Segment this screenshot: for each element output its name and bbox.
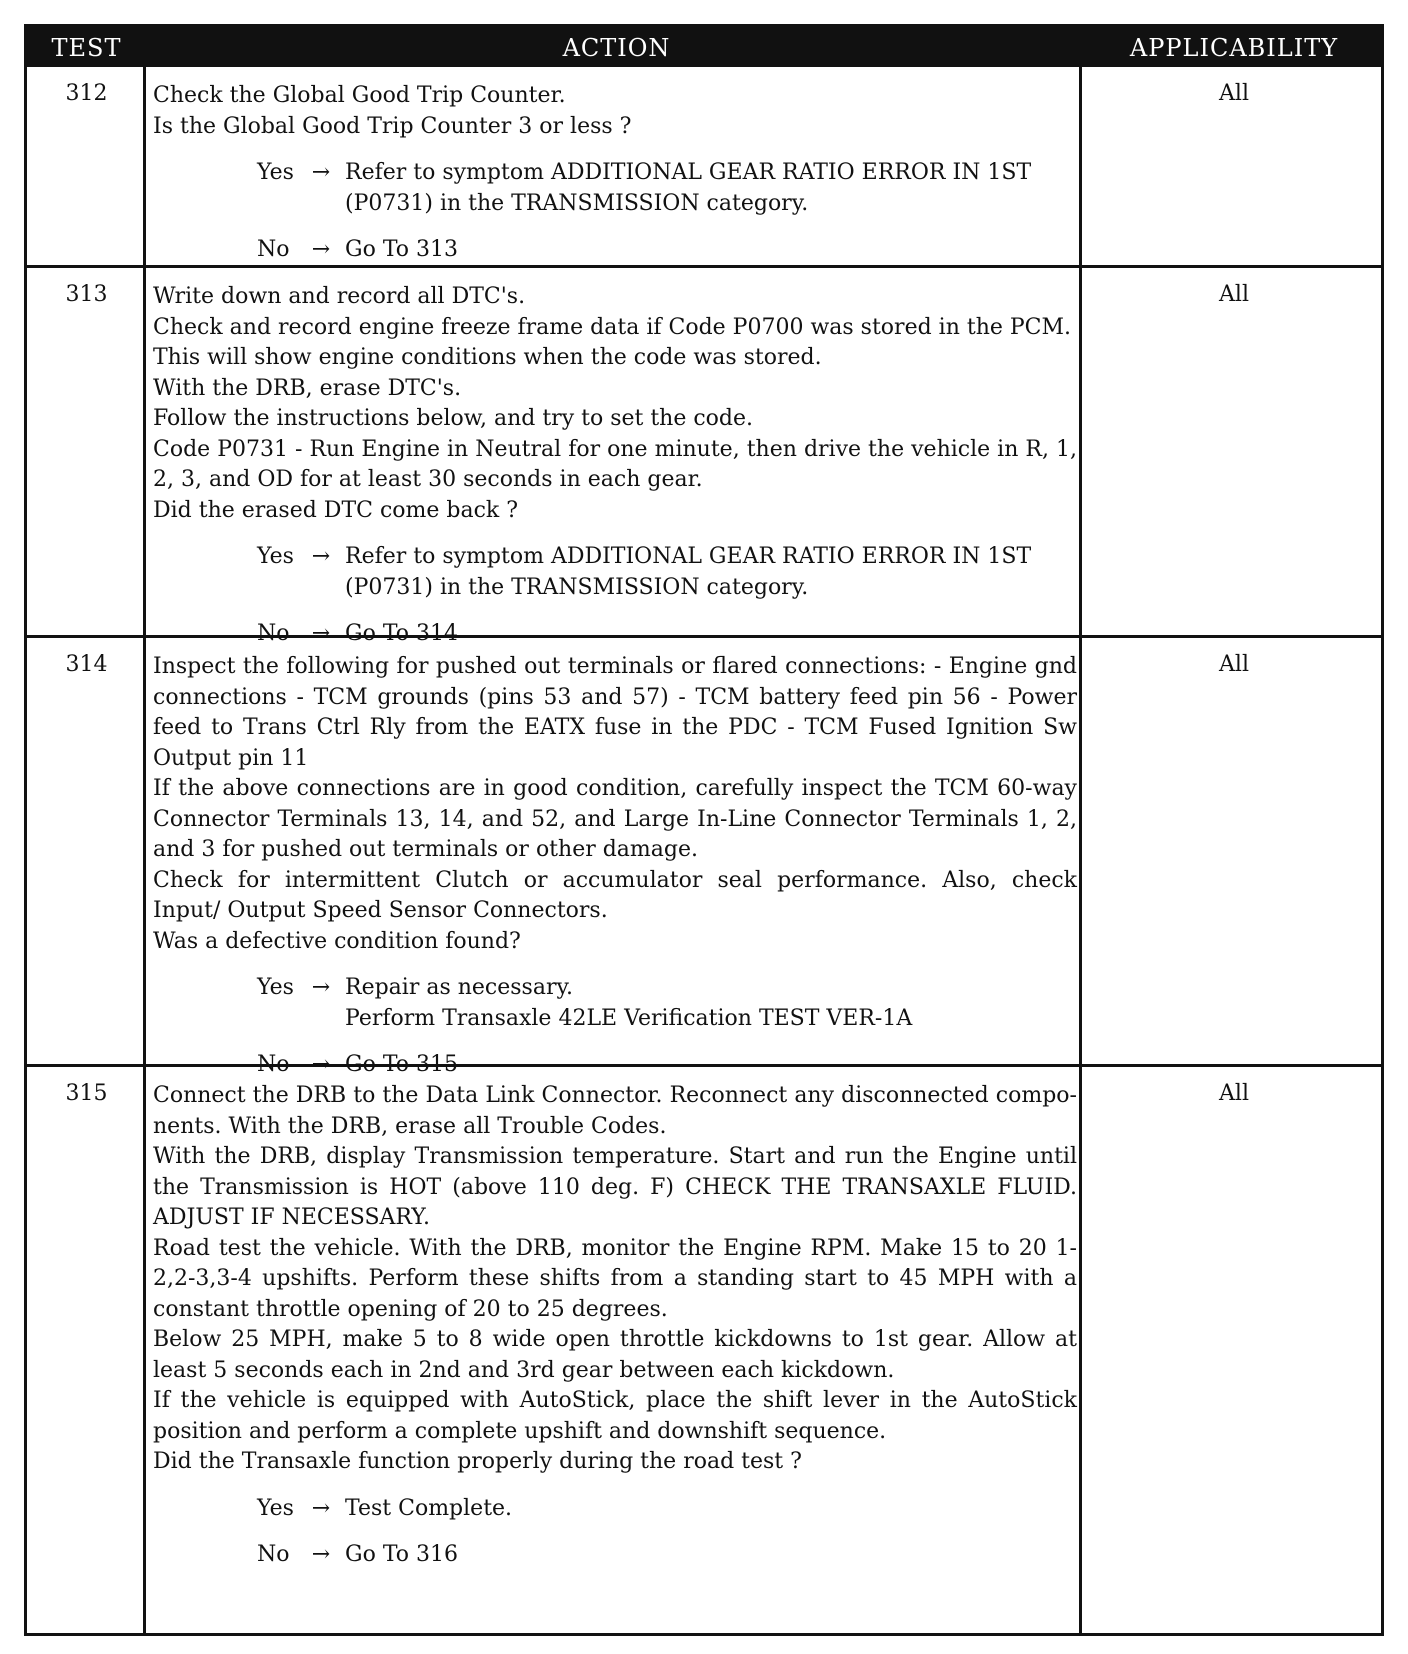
- yes-label: Yes: [257, 544, 294, 569]
- yes-label: Yes: [257, 975, 294, 1000]
- yes-answer: [153, 158, 1077, 219]
- yes-result: [345, 542, 1061, 603]
- applicability-cell: All: [1219, 1081, 1249, 1106]
- action-line: If the above connections are in good condition, carefully inspect the TCM 60-way Connector Terminals 13, 14, and 52, and Large In-Line Connector Terminals 1, 2, and 3 for pushed out terminals or other damage.: [153, 776, 1077, 862]
- action-line: Did the Transaxle function properly during the road test ?: [153, 1449, 802, 1474]
- no-result: [345, 235, 1061, 266]
- table-row: [27, 265, 1381, 646]
- yes-answer: [153, 973, 1077, 1034]
- header-applicability: APPLICABILITY: [1129, 34, 1339, 62]
- header-action: ACTION: [562, 34, 671, 62]
- action-cell: [153, 81, 1077, 266]
- action-line: Follow the instructions below, and try to set the code.: [153, 406, 754, 431]
- no-answer: [153, 235, 1077, 266]
- no-label: No: [257, 1542, 290, 1567]
- no-label: No: [257, 621, 290, 646]
- test-number: 313: [65, 282, 108, 307]
- applicability-cell: All: [1219, 652, 1249, 677]
- no-label: No: [257, 1052, 290, 1077]
- action-line: Check for intermittent Clutch or accumulator seal performance. Also, check Input/ Output Speed Sensor Connectors.: [153, 867, 1077, 923]
- yes-label: Yes: [257, 1495, 294, 1521]
- action-line: If the vehicle is equipped with AutoStick, place the shift lever in the AutoStick position and perform a complete upshift and downshift sequence.: [153, 1388, 1077, 1444]
- action-line: Road test the vehicle. With the DRB, monitor the Engine RPM. Make 15 to 20 1-2,2-3,3-4 upshifts. Perform these shifts from a standing start to 45 MPH with a constant throttle opening of 20 to 25 degrees.: [153, 1235, 1077, 1322]
- yes-label: Yes: [257, 160, 294, 185]
- arrow-icon: →: [311, 621, 331, 646]
- action-line: Was a defective condition found?: [153, 928, 521, 954]
- action-line: Below 25 MPH, make 5 to 8 wide open throttle kickdowns to 1st gear. Allow at least 5 seconds each in 2nd and 3rd gear between each kickdown.: [153, 1327, 1077, 1383]
- action-line: With the DRB, erase DTC's.: [153, 375, 462, 401]
- action-line: Inspect the following for pushed out terminals or flared connections: - Engine gnd connections - TCM grounds (pins 53 and 57) - TCM battery feed pin 56 - Power feed to Trans Ctrl Rly from the EATX fuse in the PDC - TCM Fused Ignition Sw Output pin 11: [153, 654, 1077, 771]
- action-line: Check the Global Good Trip Counter.: [153, 83, 566, 108]
- arrow-icon: →: [311, 237, 331, 262]
- yes-result-line: Test Complete.: [345, 1495, 513, 1521]
- arrow-icon: →: [311, 975, 331, 1000]
- action-line: Check and record engine freeze frame data if Code P0700 was stored in the PCM.: [153, 314, 1072, 340]
- arrow-icon: →: [311, 1495, 331, 1521]
- action-line: Code P0731 - Run Engine in Neutral for one minute, then drive the vehicle in R, 1, 2, 3, and OD for at least 30 seconds in each gear.: [153, 436, 1077, 492]
- yes-result-line: Refer to symptom ADDITIONAL GEAR RATIO ERROR IN 1ST (P0731) in the TRANSMISSION category.: [345, 544, 1032, 600]
- table-row: [27, 1064, 1381, 1639]
- no-result: [345, 1540, 1061, 1571]
- no-result-line: Go To 313: [345, 237, 459, 262]
- header-test: TEST: [51, 34, 122, 62]
- table-row: [27, 635, 1381, 1077]
- yes-result: [345, 158, 1061, 219]
- no-answer: [153, 1540, 1077, 1571]
- yes-answer: [153, 1494, 1077, 1525]
- action-cell: [153, 282, 1077, 650]
- action-line: Connect the DRB to the Data Link Connector. Reconnect any disconnected compo-nents. With the DRB, erase all Trouble Codes.: [153, 1083, 1077, 1139]
- yes-answer: [153, 542, 1077, 603]
- action-line: Did the erased DTC come back ?: [153, 497, 519, 523]
- table-row: [27, 67, 1381, 265]
- yes-result: [345, 1494, 1061, 1525]
- arrow-icon: →: [311, 1052, 331, 1077]
- test-number: 312: [65, 81, 108, 106]
- arrow-icon: →: [311, 544, 331, 569]
- yes-result-line: Repair as necessary.: [345, 975, 573, 1000]
- action-line: Is the Global Good Trip Counter 3 or less ?: [153, 113, 632, 139]
- action-line: This will show engine conditions when the code was stored.: [153, 345, 822, 370]
- no-result-line: Go To 316: [345, 1542, 459, 1567]
- action-line: Write down and record all DTC's.: [153, 284, 526, 309]
- arrow-icon: →: [311, 160, 331, 185]
- applicability-cell: All: [1219, 81, 1249, 106]
- applicability-cell: All: [1219, 282, 1249, 307]
- no-result-line: Go To 314: [345, 621, 459, 646]
- yes-result-line: Perform Transaxle 42LE Verification TEST VER-1A: [345, 1005, 913, 1031]
- arrow-icon: →: [311, 1542, 331, 1567]
- no-result-line: Go To 315: [345, 1052, 459, 1077]
- yes-result-line: Refer to symptom ADDITIONAL GEAR RATIO ERROR IN 1ST (P0731) in the TRANSMISSION category.: [345, 160, 1032, 216]
- action-cell: [153, 652, 1077, 1081]
- test-number: 315: [65, 1081, 108, 1106]
- no-label: No: [257, 237, 290, 262]
- action-cell: [153, 1081, 1077, 1571]
- test-number: 314: [65, 652, 108, 677]
- action-line: With the DRB, display Transmission temperature. Start and run the Engine until the Transmission is HOT (above 110 deg. F) CHECK THE TRANSAXLE FLUID. ADJUST IF NECESSARY.: [153, 1144, 1077, 1230]
- table-header: [27, 27, 1381, 67]
- yes-result: [345, 973, 1061, 1034]
- diagnostic-table: [24, 24, 1384, 1636]
